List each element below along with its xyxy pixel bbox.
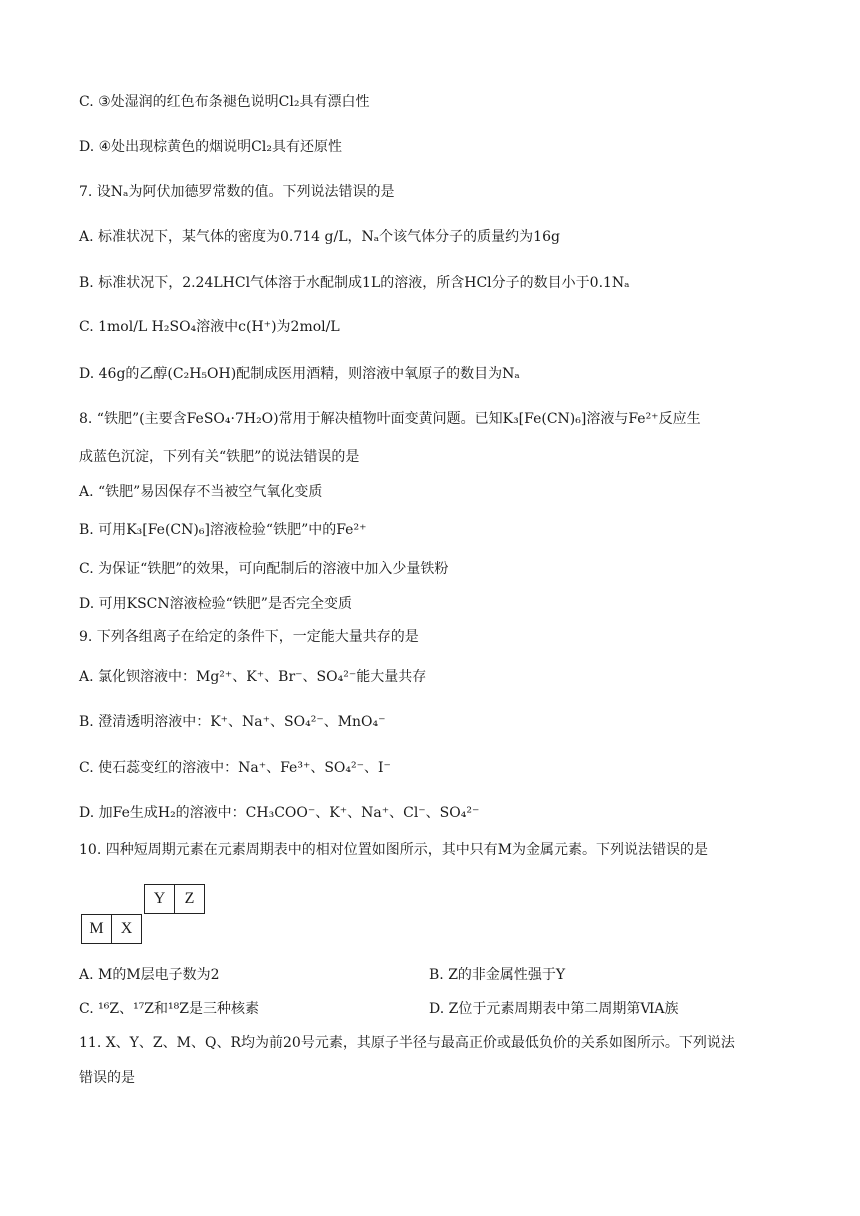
option-8a: A. “铁肥”易因保存不当被空气氧化变质 [79,484,323,500]
cell-z: Z [174,884,205,914]
cell-y: Y [144,884,175,914]
option-8c: C. 为保证“铁肥”的效果，可向配制后的溶液中加入少量铁粉 [79,561,449,577]
option-10d: D. Z位于元素周期表中第二周期第ⅥA族 [429,1001,679,1017]
question-8-line1: 8. “铁肥”(主要含FeSO₄·7H₂O)常用于解决植物叶面变黄问题。已知K₃[Fe(CN)₆]溶液与Fe²⁺反应生 [79,411,701,427]
cell-x: X [111,914,142,944]
option-9b: B. 澄清透明溶液中：K⁺、Na⁺、SO₄²⁻、MnO₄⁻ [79,714,386,730]
periodic-table-figure [79,884,209,948]
option-7b: B. 标准状况下，2.24LHCl气体溶于水配制成1L的溶液，所含HCl分子的数目小于0.1Nₐ [79,275,630,291]
option-7a: A. 标准状况下，某气体的密度为0.714 g/L，Nₐ个该气体分子的质量约为16g [79,229,560,245]
option-8b: B. 可用K₃[Fe(CN)₆]溶液检验“铁肥”中的Fe²⁺ [79,522,367,538]
cell-m: M [81,914,112,944]
option-7c: C. 1mol/L H₂SO₄溶液中c(H⁺)为2mol/L [79,319,340,335]
question-8-line2: 成蓝色沉淀，下列有关“铁肥”的说法错误的是 [79,449,360,465]
question-11-line1: 11. X、Y、Z、M、Q、R均为前20号元素，其原子半径与最高正价或最低负价的关系如图所示。下列说法 [79,1035,735,1051]
option-9a: A. 氯化钡溶液中：Mg²⁺、K⁺、Br⁻、SO₄²⁻能大量共存 [79,669,427,685]
option-7d: D. 46g的乙醇(C₂H₅OH)配制成医用酒精，则溶液中氧原子的数目为Nₐ [79,366,520,382]
option-9c: C. 使石蕊变红的溶液中：Na⁺、Fe³⁺、SO₄²⁻、I⁻ [79,760,391,776]
option-10a: A. M的M层电子数为2 [79,967,220,983]
option-6d: D. ④处出现棕黄色的烟说明Cl₂具有还原性 [79,139,342,155]
question-11-line2: 错误的是 [79,1070,135,1086]
option-6c: C. ③处湿润的红色布条褪色说明Cl₂具有漂白性 [79,94,370,110]
option-9d: D. 加Fe生成H₂的溶液中：CH₃COO⁻、K⁺、Na⁺、Cl⁻、SO₄²⁻ [79,805,480,821]
option-10c: C. ¹⁶Z、¹⁷Z和¹⁸Z是三种核素 [79,1001,259,1017]
question-10: 10. 四种短周期元素在元素周期表中的相对位置如图所示，其中只有M为金属元素。下列说法错误的是 [79,842,709,858]
option-8d: D. 可用KSCN溶液检验“铁肥”是否完全变质 [79,596,352,612]
option-10b: B. Z的非金属性强于Y [429,967,566,983]
question-9: 9. 下列各组离子在给定的条件下，一定能大量共存的是 [79,629,419,645]
question-7: 7. 设Nₐ为阿伏加德罗常数的值。下列说法错误的是 [79,184,395,200]
